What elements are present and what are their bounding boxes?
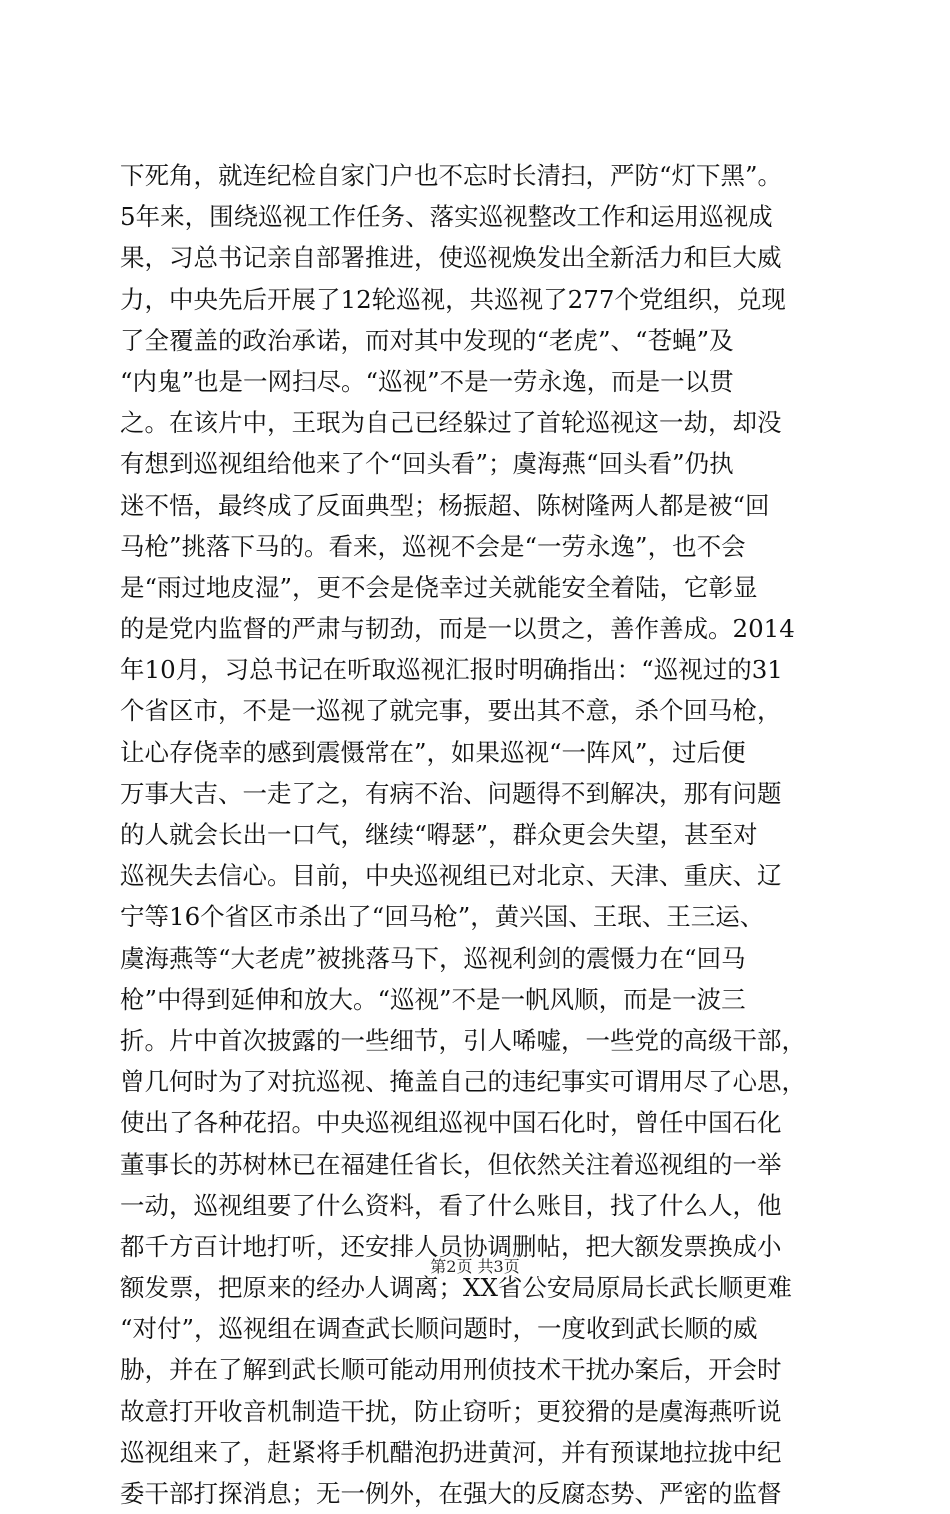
- text-line: 的是党内监督的严肃与韧劲，而是一以贯之，善作善成。2014: [120, 614, 795, 644]
- text-line: 了全覆盖的政治承诺，而对其中发现的“老虎”、“苍蝇”及: [120, 325, 734, 355]
- text-line: 马枪”挑落下马的。看来，巡视不会是“一劳永逸”，也不会: [120, 531, 746, 561]
- text-line: 折。片中首次披露的一些细节，引人唏嘘，一些党的高级干部，: [120, 1025, 806, 1055]
- text-line: 5年来，围绕巡视工作任务、落实巡视整改工作和运用巡视成: [120, 202, 773, 232]
- text-line: “对付”，巡视组在调查武长顺问题时，一度收到武长顺的威: [120, 1314, 758, 1344]
- text-line: 的人就会长出一口气，继续“嘚瑟”，群众更会失望，甚至对: [120, 820, 758, 849]
- text-line: 年10月，习总书记在听取巡视汇报时明确指出：“巡视过的31: [120, 655, 783, 685]
- text-line: 果，习总书记亲自部署推进，使巡视焕发出全新活力和巨大威: [120, 243, 782, 273]
- text-line: 委干部打探消息；无一例外，在强大的反腐态势、严密的监督: [120, 1479, 782, 1508]
- text-line: 虞海燕等“大老虎”被挑落马下，巡视利剑的震慑力在“回马: [120, 943, 746, 973]
- body-text: [120, 155, 832, 1514]
- page-footer: 第2页 共3页: [430, 1257, 520, 1276]
- text-line: 巡视失去信心。目前，中央巡视组已对北京、天津、重庆、辽: [120, 861, 782, 891]
- text-line: 是“雨过地皮湿”，更不会是侥幸过关就能安全着陆，它彰显: [120, 572, 758, 602]
- text-line: 一动，巡视组要了什么资料，看了什么账目，找了什么人，他: [120, 1190, 782, 1220]
- text-line: 万事大吉、一走了之，有病不治、问题得不到解决，那有问题: [120, 778, 782, 808]
- text-line: 有想到巡视组给他来了个“回头看”；虞海燕“回头看”仍执: [120, 449, 734, 479]
- text-line: 下死角，就连纪检自家门户也不忘时长清扫，严防“灯下黑”。: [120, 161, 783, 190]
- text-line: 枪”中得到延伸和放大。“巡视”不是一帆风顺，而是一波三: [120, 984, 746, 1014]
- text-line: 董事长的苏树林已在福建任省长，但依然关注着巡视组的一举: [120, 1149, 782, 1179]
- text-line: 故意打开收音机制造干扰，防止窃听；更狡猾的是虞海燕听说: [120, 1396, 782, 1426]
- text-line: 使出了各种花招。中央巡视组巡视中国石化时，曾任中国石化: [120, 1108, 782, 1138]
- text-line: 额发票，把原来的经办人调离；XX省公安局原局长武长顺更难: [120, 1273, 792, 1303]
- text-line: 之。在该片中，王珉为自己已经躲过了首轮巡视这一劫，却没: [120, 408, 782, 438]
- text-line: 力，中央先后开展了12轮巡视，共巡视了277个党组织，兑现: [120, 284, 786, 314]
- text-line: 个省区市，不是一巡视了就完事，要出其不意，杀个回马枪，: [120, 696, 782, 726]
- text-line: 宁等16个省区市杀出了“回马枪”，黄兴国、王珉、王三运、: [120, 902, 765, 932]
- text-line: 曾几何时为了对抗巡视、掩盖自己的违纪事实可谓用尽了心思，: [120, 1067, 806, 1097]
- text-line: 迷不悟，最终成了反面典型；杨振超、陈树隆两人都是被“回: [120, 490, 770, 520]
- text-line: 都千方百计地打听，还安排人员协调删帖，把大额发票换成小: [120, 1231, 782, 1261]
- text-line: “内鬼”也是一网扫尽。“巡视”不是一劳永逸，而是一以贯: [120, 366, 734, 396]
- text-line: 让心存侥幸的感到震慑常在”，如果巡视“一阵风”，过后便: [120, 737, 746, 767]
- text-line: 巡视组来了，赶紧将手机醋泡扔进黄河，并有预谋地拉拢中纪: [120, 1437, 782, 1467]
- text-line: 胁，并在了解到武长顺可能动用刑侦技术干扰办案后，开会时: [120, 1355, 782, 1385]
